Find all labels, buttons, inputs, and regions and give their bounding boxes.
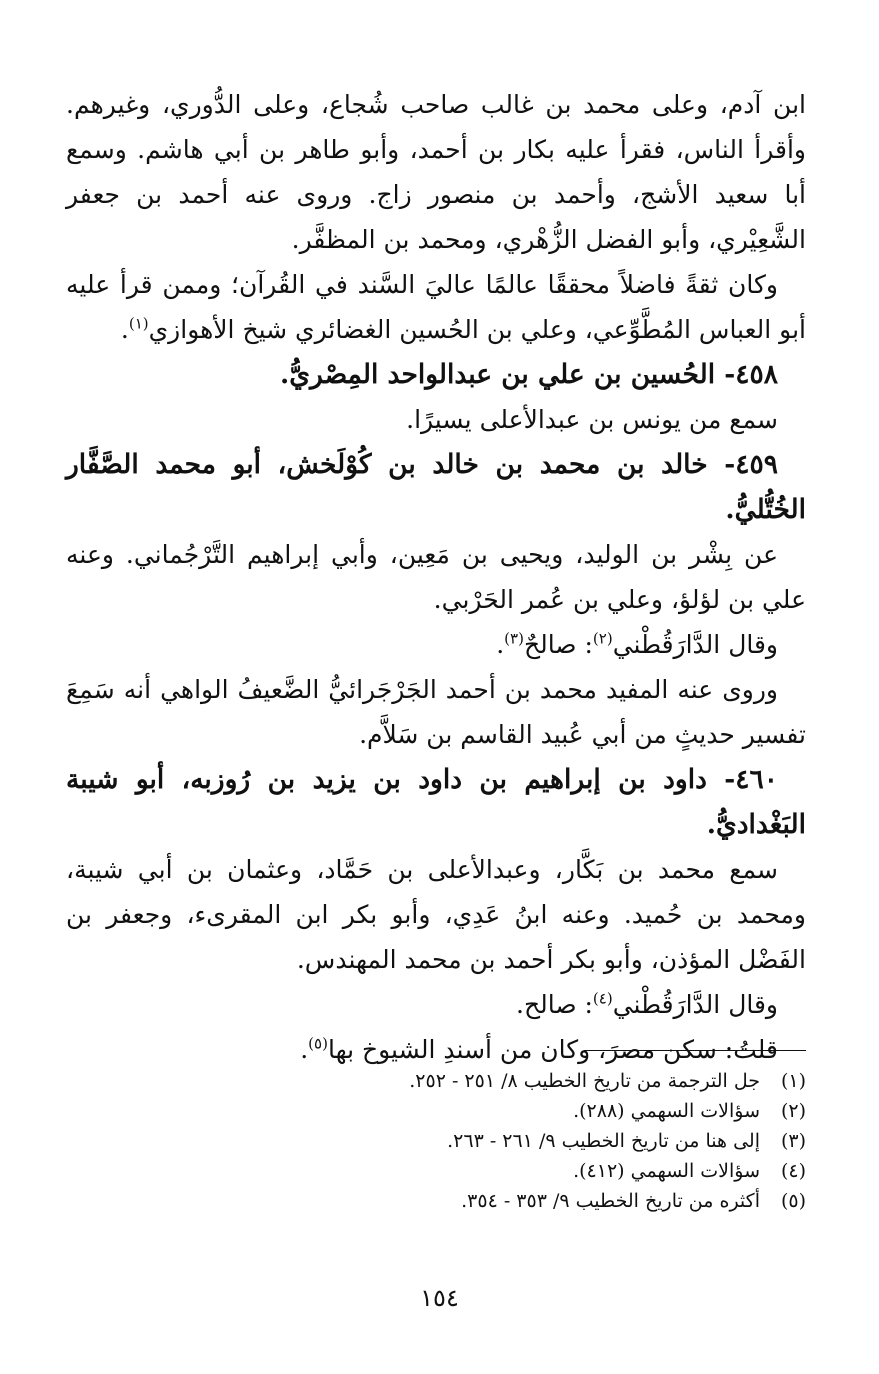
- footnote-ref-3: (٣): [504, 629, 524, 648]
- footnote-text: سؤالات السهمي (٢٨٨).: [573, 1100, 760, 1122]
- footnote-item: [66, 1096, 806, 1126]
- entry-heading-460: ٤٦٠- داود بن إبراهيم بن داود بن يزيد بن رُوزبه، أبو شيبة البَغْداديُّ.: [66, 764, 806, 840]
- footnote-item: [66, 1156, 806, 1186]
- footnote-item: [66, 1126, 806, 1156]
- footnote-text: أكثره من تاريخ الخطيب ٩/ ٣٥٣ - ٣٥٤.: [461, 1190, 760, 1212]
- footnote-marker: (٥): [780, 1190, 806, 1212]
- page-number: ١٥٤: [420, 1284, 459, 1312]
- paragraph-2-end: .: [120, 315, 129, 344]
- paragraph-2-text: وكان ثقةً فاضلاً محققًا عالمًا عاليَ السَّند في القُرآن؛ وممن قرأ عليه أبو العباس المُطَّوِّعي، وعلي بن الحُسين الغضائري شيخ الأهوازي: [66, 270, 806, 344]
- footnote-text: جل الترجمة من تاريخ الخطيب ٨/ ٢٥١ - ٢٥٢.: [409, 1070, 760, 1092]
- footnote-ref-2: (٢): [592, 629, 613, 648]
- paragraph-5-b: : صالحٌ: [523, 630, 593, 659]
- paragraph-3: سمع من يونس بن عبدالأعلى يسيرًا.: [406, 405, 778, 434]
- paragraph-9-a: قلتُ: سكن مصرَ، وكان من أسندِ الشيوخ بها: [327, 1035, 778, 1064]
- entry-heading-459: ٤٥٩- خالد بن محمد بن خالد بن كُوْلَخش، أبو محمد الصَّفَّار الخُتُّليُّ.: [66, 449, 806, 525]
- footnote-ref-1: (١): [128, 314, 149, 333]
- footnote-item: [66, 1186, 806, 1216]
- paragraph-5-end: .: [496, 630, 505, 659]
- paragraph-7: سمع محمد بن بَكَّار، وعبدالأعلى بن حَمَّاد، وعثمان بن أبي شيبة، ومحمد بن حُميد. وعنه ابنُ عَدِي، وأبو بكر ابن المقرىء، وجعفر بن الفَضْل المؤذن، وأبو بكر أحمد بن محمد المهندس.: [66, 855, 806, 974]
- paragraph-9-end: .: [300, 1035, 309, 1064]
- footnote-ref-5: (٥): [308, 1034, 328, 1053]
- paragraph-4: عن بِشْر بن الوليد، ويحيى بن مَعِين، وأبي إبراهيم التَّرْجُماني. وعنه علي بن لؤلؤ، وعلي بن عُمر الحَرْبي.: [66, 540, 806, 614]
- paragraph-6: وروى عنه المفيد محمد بن أحمد الجَرْجَرائيُّ الضَّعيفُ الواهي أنه سَمِعَ تفسير حديثٍ من أبي عُبيد القاسم بن سَلاَّم.: [66, 675, 806, 749]
- paragraph-8-a: وقال الدَّارَقُطْني: [612, 990, 778, 1019]
- paragraph-5-a: وقال الدَّارَقُطْني: [612, 630, 778, 659]
- paragraph-1: ابن آدم، وعلى محمد بن غالب صاحب شُجاع، وعلى الدُّوري، وغيرهم. وأقرأ الناس، فقرأ عليه بكار بن أحمد، وأبو طاهر بن أبي هاشم. وسمع أبا سعيد الأشج، وأحمد بن منصور زاج. وروى عنه أحمد بن جعفر الشَّعِيْري، وأبو الفضل الزُّهْري، ومحمد بن المظفَّر.: [66, 90, 806, 254]
- footnote-divider: [584, 1050, 806, 1051]
- footnotes-list: [66, 1066, 806, 1216]
- paragraph-5: [66, 622, 806, 667]
- paragraph-8: [66, 982, 806, 1027]
- footnote-item: [66, 1066, 806, 1096]
- footnote-marker: (٣): [780, 1130, 806, 1152]
- footnote-marker: (٤): [780, 1160, 806, 1182]
- footnote-marker: (٢): [780, 1100, 806, 1122]
- footnote-ref-4: (٤): [592, 989, 613, 1008]
- footnote-marker: (١): [780, 1070, 806, 1092]
- paragraph-2: [66, 262, 806, 352]
- footnote-text: إلى هنا من تاريخ الخطيب ٩/ ٢٦١ - ٢٦٣.: [447, 1130, 760, 1152]
- main-text: [66, 82, 806, 1072]
- paragraph-8-b: : صالح.: [516, 990, 593, 1019]
- entry-heading-458: ٤٥٨- الحُسين بن علي بن عبدالواحد المِصْريُّ.: [279, 359, 778, 390]
- footnote-text: سؤالات السهمي (٤١٢).: [573, 1160, 760, 1182]
